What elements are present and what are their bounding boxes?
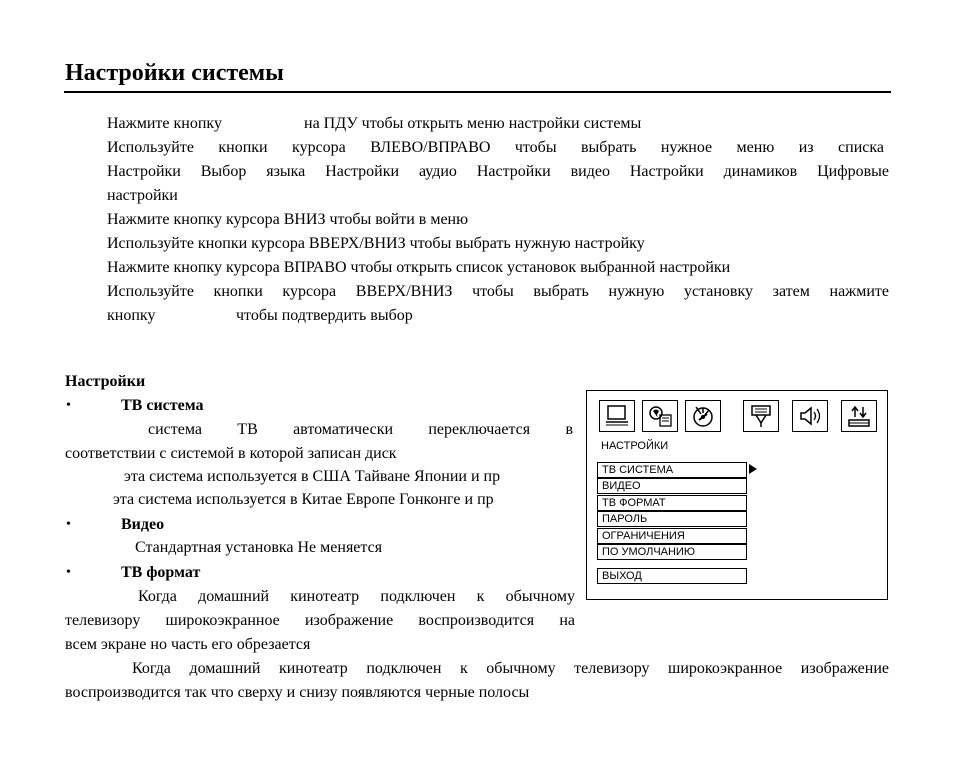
bullet: • [66,565,71,580]
menu-label: НАСТРОЙКИ [601,440,669,452]
menu-item-tv-format[interactable]: ТВ ФОРМАТ [597,495,747,511]
intro-line-3: Настройки Выбор языка Настройки аудио Настройки видео Настройки динамиков Цифровые [107,163,889,180]
tv-format-line-2: телевизору широкоэкранное изображение воспроизводится на [65,612,575,629]
tv-format-line-3: всем экране но часть его обрезается [65,636,311,653]
intro-line-1a: Нажмите кнопку [107,115,222,132]
intro-line-9b: чтобы подтвердить выбор [236,307,413,324]
intro-line-1b: на ПДУ чтобы открыть меню настройки системы [304,115,642,132]
tv-system-line-2: соответствии с системой в которой записан диск [65,445,397,462]
tv-system-line-3: эта система используется в США Тайване Японии и пр [124,468,501,485]
digital-icon[interactable] [841,400,877,432]
bullet: • [66,517,71,532]
selection-arrow-icon [749,464,757,474]
menu-item-restrictions[interactable]: ОГРАНИЧЕНИЯ [597,528,747,544]
intro-line-9a: кнопку [107,307,156,324]
menu-item-exit[interactable]: ВЫХОД [597,568,747,584]
tv-system-heading: ТВ система [121,397,204,414]
tv-system-line-4: эта система используется в Китае Европе Гонконге и пр [113,491,494,508]
video-line-1: Стандартная установка Не меняется [135,539,383,556]
page-title: Настройки системы [65,60,284,86]
monitor-icon[interactable] [599,400,635,432]
tv-system-line-1: система ТВ автоматически переключается в [148,421,573,438]
intro-line-2: Используйте кнопки курсора ВЛЕВО/ВПРАВО чтобы выбрать нужное меню из списка [107,139,884,156]
tv-format-line-5: воспроизводится так что сверху и снизу появляются черные полосы [65,684,530,701]
menu-item-defaults[interactable]: ПО УМОЛЧАНИЮ [597,544,747,560]
intro-line-5: Нажмите кнопку курсора ВНИЗ чтобы войти в меню [107,211,469,228]
video-icon[interactable] [743,400,779,432]
menu-item-password[interactable]: ПАРОЛЬ [597,511,747,527]
intro-line-6: Используйте кнопки курсора ВВЕРХ/ВНИЗ чтобы выбрать нужную настройку [107,235,645,252]
menu-item-tv-system[interactable]: ТВ СИСТЕМА [597,462,747,478]
tv-format-line-4: Когда домашний кинотеатр подключен к обычному телевизору широкоэкранное изображение [132,660,889,677]
intro-line-7: Нажмите кнопку курсора ВПРАВО чтобы открыть список установок выбранной настройки [107,259,731,276]
video-heading: Видео [121,516,165,533]
tv-format-heading: ТВ формат [121,564,201,581]
language-icon[interactable] [642,400,678,432]
section-title: Настройки [65,373,146,390]
setup-menu-panel [586,390,888,600]
intro-line-4: настройки [107,187,178,204]
bullet: • [66,398,71,413]
disc-icon[interactable] [685,400,721,432]
menu-item-video[interactable]: ВИДЕО [597,478,747,494]
speaker-icon[interactable] [792,400,828,432]
tv-format-line-1: Когда домашний кинотеатр подключен к обычному [138,588,575,605]
title-rule [64,91,891,93]
intro-line-8: Используйте кнопки курсора ВВЕРХ/ВНИЗ чтобы выбрать нужную установку затем нажмите [107,283,889,300]
